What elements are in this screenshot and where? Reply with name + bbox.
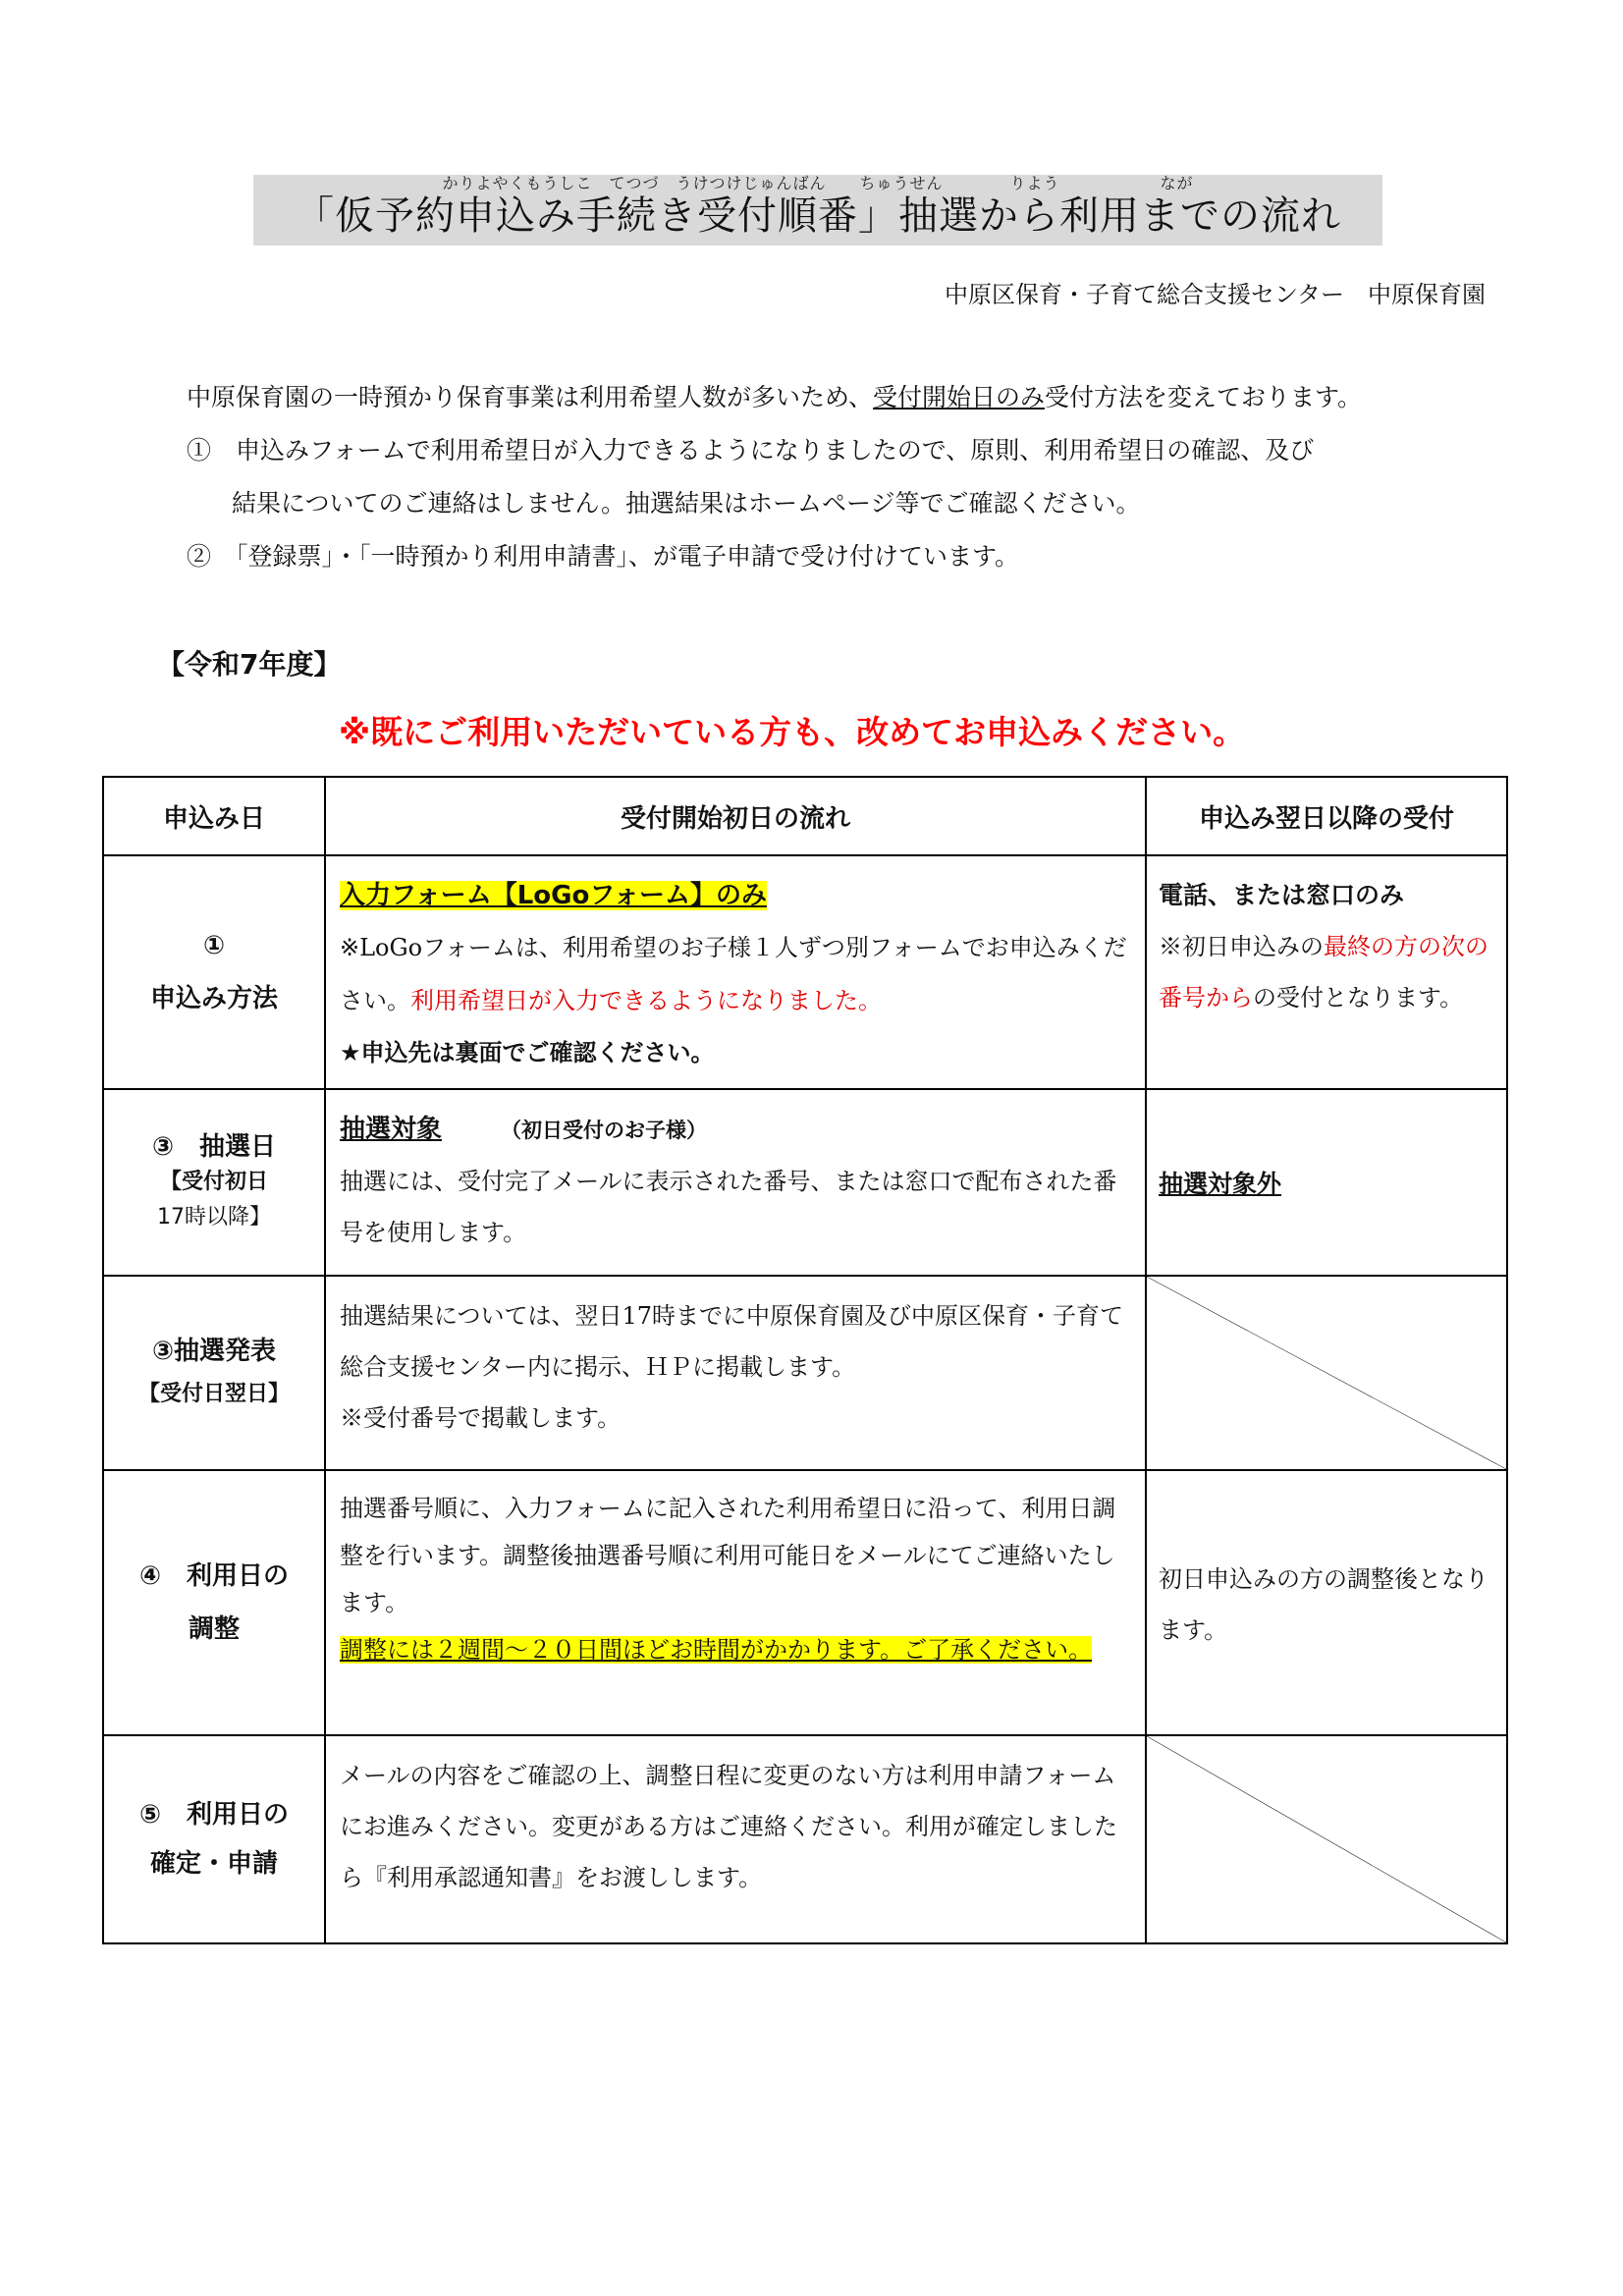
row4-flow-highlight: 調整には２週間～２０日間ほどお時間がかかります。ご了承ください。: [340, 1636, 1093, 1664]
row1-day: [103, 855, 325, 1089]
row1-right-b: の受付となります。: [1253, 984, 1464, 1011]
intro-paragraph-2: ① 申込みフォームで利用希望日が入力できるようになりましたので、原則、利用希望日の確認、及び: [187, 436, 1315, 465]
row5-label: 確定・申請: [149, 1849, 278, 1879]
row2-sub2: 17時以降】: [157, 1205, 271, 1230]
row2-flow-a: 抽選には、受付完了メールに表示された番号、または窓口で配布された番号を使用します。: [340, 1168, 1117, 1246]
row3-right-empty: [1146, 1276, 1507, 1470]
page-title: 「仮予約申込み手続き受付順番」抽選から利用までの流れ: [295, 193, 1341, 239]
row1-flow-a: ※LoGoフォームは、利用希望のお子様１人ずつ別フォームでお申込みください。: [340, 934, 1127, 1014]
row1-right-a: ※初日申込みの: [1159, 933, 1324, 960]
row5-flow: [325, 1735, 1146, 1943]
row1-right-title: 電話、または窓口のみ: [1159, 881, 1405, 909]
intro-p1-a: 中原保育園の一時預かり保育事業は利用希望人数が多いため、: [187, 383, 874, 411]
table-row: [103, 1276, 1507, 1470]
row4-day: [103, 1470, 325, 1735]
intro-paragraph-2-cont: 結果についてのご連絡はしません。抽選結果はホームページ等でご確認ください。: [232, 489, 1141, 518]
row5-flow-a: メールの内容をご確認の上、調整日程に変更のない方は利用申請フォームにお進みください。変更がある方はご連絡ください。利用が確定しましたら『利用承認通知書』をお渡しします。: [340, 1762, 1117, 1891]
intro-paragraph-3: ② 「登録票」・「一時預かり利用申請書」、が電子申請で受け付けています。: [187, 542, 1020, 571]
row1-flow-title: 入力フォーム【LoGoフォーム】のみ: [340, 881, 768, 910]
row1-label: 申込み方法: [149, 984, 278, 1013]
header-first-day-flow: 受付開始初日の流れ: [325, 777, 1146, 855]
title-banner: [253, 175, 1382, 246]
title-ruby: かりよやくもうしこ てつづ うけつけじゅんばん ちゅうせん りよう なが: [442, 174, 1194, 192]
table-row: [103, 1470, 1507, 1735]
flow-table: [102, 776, 1508, 1944]
row4-flow-a: 抽選番号順に、入力フォームに記入された利用希望日に沿って、利用日調整を行います。調整後抽選番号順に利用可能日をメールにてご連絡いたします。: [340, 1495, 1116, 1616]
row4-label: 調整: [188, 1614, 240, 1644]
diagonal-line: [1147, 1736, 1506, 1942]
row3-num: ③抽選発表: [151, 1337, 276, 1366]
row3-day: [103, 1276, 325, 1470]
header-apply-day: 申込み日: [103, 777, 325, 855]
row2-flow-title: 抽選対象: [340, 1115, 443, 1144]
row1-flow: [325, 855, 1146, 1089]
row5-day: [103, 1735, 325, 1943]
intro-paragraph-1: [187, 371, 1502, 424]
row4-right: [1146, 1470, 1507, 1735]
row5-right-empty: [1146, 1735, 1507, 1943]
table-header-row: [103, 777, 1507, 855]
red-notice: ※既にご利用いただいている方も、改めてお申込みください。: [339, 713, 1246, 751]
row4-right-a: 初日申込みの方の調整後となります。: [1159, 1565, 1488, 1644]
table-row: [103, 855, 1507, 1089]
row2-right: [1146, 1089, 1507, 1276]
row2-day: [103, 1089, 325, 1276]
row2-flow-note: （初日受付のお子様）: [501, 1119, 708, 1142]
row3-sub: 【受付日翌日】: [137, 1382, 290, 1406]
row1-flow-b: ★申込先は裏面でご確認ください。: [340, 1039, 715, 1066]
row4-num: ④ 利用日の: [138, 1561, 289, 1591]
row5-num: ⑤ 利用日の: [138, 1800, 289, 1830]
row3-flow-a: 抽選結果については、翌日17時までに中原保育園及び中原区保育・子育て総合支援センター内に掲示、ＨＰに掲載します。: [340, 1302, 1124, 1381]
row1-right-red: 最終の方の次の番号から: [1159, 933, 1488, 1011]
row3-flow: [325, 1276, 1146, 1470]
fiscal-year-label: 【令和7年度】: [157, 648, 342, 681]
row1-flow-red: 利用希望日が入力できるようになりました。: [410, 987, 882, 1014]
table-row: [103, 1735, 1507, 1943]
table-row: [103, 1089, 1507, 1276]
row1-right: [1146, 855, 1507, 1089]
header-next-day: 申込み翌日以降の受付: [1146, 777, 1507, 855]
row1-num: ①: [202, 931, 225, 960]
row2-right-title: 抽選対象外: [1159, 1170, 1282, 1198]
organization-name: 中原区保育・子育て総合支援センター 中原保育園: [944, 281, 1486, 308]
row2-num: ③ 抽選日: [151, 1132, 276, 1162]
intro-section: [187, 371, 1502, 583]
row2-flow: [325, 1089, 1146, 1276]
diagonal-line: [1147, 1277, 1506, 1469]
intro-p1-c: 受付方法を変えております。: [1045, 383, 1363, 411]
row3-flow-b: ※受付番号で掲載します。: [340, 1404, 622, 1432]
row2-sub: 【受付初日: [159, 1170, 268, 1194]
intro-p1-underlined: 受付開始日のみ: [873, 383, 1046, 411]
row4-flow: [325, 1470, 1146, 1735]
